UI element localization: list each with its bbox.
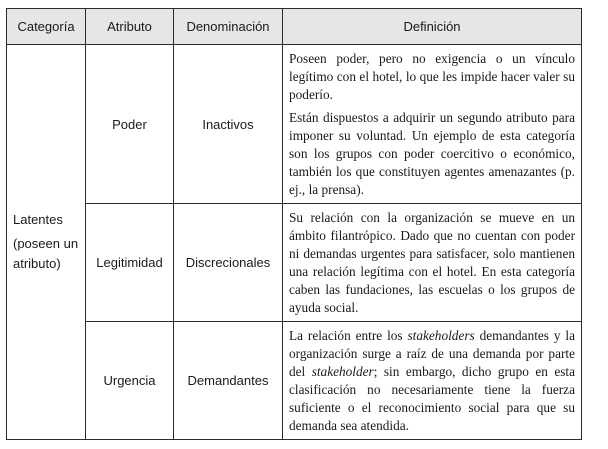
attribute-cell: Legitimidad — [86, 204, 174, 322]
header-atributo: Atributo — [86, 9, 174, 45]
attribute-cell: Urgencia — [86, 322, 174, 440]
attribute-cell: Poder — [86, 45, 174, 204]
definition-paragraph: Su relación con la organización se mueve en un ámbito filantrópico. Dado que no cuentan con poder ni demandas urgentes para satisfacer, solo mantienen una relación legítima con el hotel. En esta categoría caben las fundaciones, las escuelas o los grupos de ayuda social. — [289, 210, 575, 315]
definition-paragraph: Poseen poder, pero no exigencia o un vínculo legítimo con el hotel, lo que les impide hacer valer su poderío. — [289, 51, 575, 102]
table-row — [7, 45, 582, 204]
stakeholder-classification-table — [6, 8, 582, 440]
definition-cell — [283, 204, 582, 322]
header-denominacion: Denominación — [174, 9, 283, 45]
definition-paragraph — [289, 327, 575, 435]
denomination-cell: Demandantes — [174, 322, 283, 440]
table-row — [7, 204, 582, 322]
category-name: Latentes — [13, 212, 63, 227]
definition-cell — [283, 322, 582, 440]
definition-text: ; sin embargo, dicho grupo en esta clasificación no necesariamente tiene la fuerza suficiente o el reconocimiento social para que su demanda sea atendida. — [289, 364, 575, 433]
definition-text: demandantes y la organización surge a raíz de una demanda por parte del — [289, 328, 575, 379]
denomination-cell: Discrecionales — [174, 204, 283, 322]
definition-cell — [283, 45, 582, 204]
definition-emphasis: stakeholders — [407, 328, 475, 343]
header-categoria: Categoría — [7, 9, 86, 45]
definition-paragraph: Están dispuestos a adquirir un segundo atributo para imponer su voluntad. Un ejemplo de esta categoría son los grupos con poder coercitivo o económico, también los que constituyen agentes amenazantes (p. ej., la prensa). — [289, 110, 575, 197]
definition-emphasis: stakeholder — [311, 364, 374, 379]
category-cell — [7, 45, 86, 440]
category-note: (poseen un atributo) — [13, 236, 79, 271]
table-row — [7, 322, 582, 440]
denomination-cell: Inactivos — [174, 45, 283, 204]
header-definicion: Definición — [283, 9, 582, 45]
header-row — [7, 9, 582, 45]
definition-text: La relación entre los — [289, 328, 408, 343]
